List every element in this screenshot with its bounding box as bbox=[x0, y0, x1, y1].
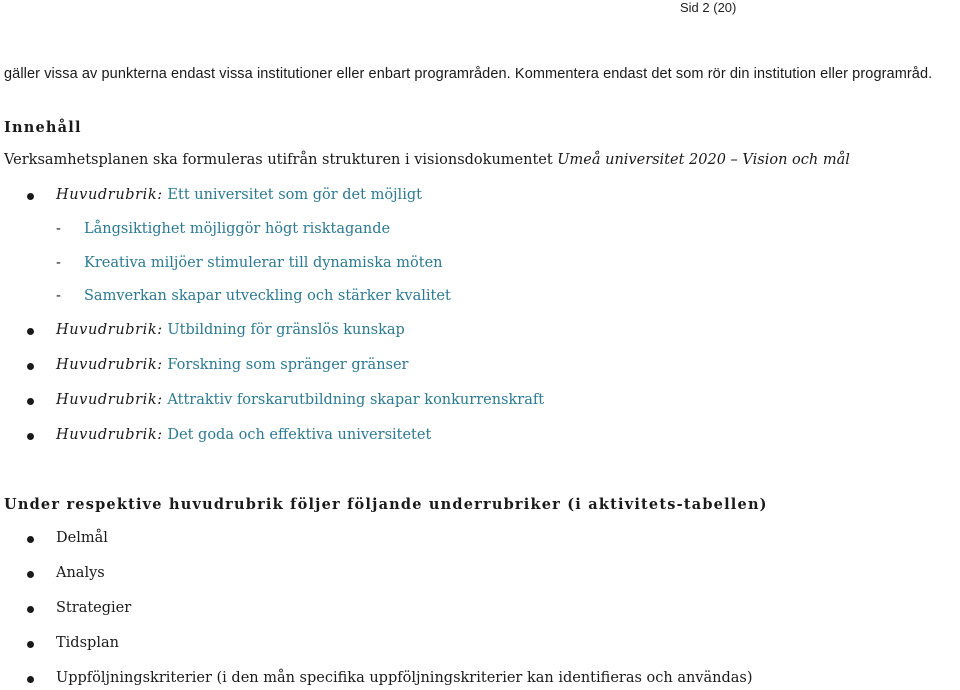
main-heading-title: Det goda och effektiva universitetet bbox=[162, 427, 432, 443]
main-heading-title: Utbildning för gränslös kunskap bbox=[162, 322, 405, 338]
bullet-icon bbox=[27, 571, 34, 578]
subheading-item: Uppföljningskriterier (i den mån specifika uppföljningskriterier kan identifieras och användas) bbox=[56, 670, 753, 686]
subheading-item: Analys bbox=[56, 565, 105, 581]
section-heading-underrubriker: Under respektive huvudrubrik följer följande underrubriker (i aktivitets-tabellen) bbox=[4, 496, 768, 513]
main-heading-item bbox=[56, 427, 431, 443]
structure-paragraph-text: Verksamhetsplanen ska formuleras utifrån strukturen i visionsdokumentet bbox=[4, 152, 558, 168]
main-heading-title: Forskning som spränger gränser bbox=[162, 357, 409, 373]
bullet-icon bbox=[27, 363, 34, 370]
bullet-icon bbox=[27, 433, 34, 440]
main-heading-prefix: Huvudrubrik: bbox=[56, 427, 163, 443]
structure-paragraph bbox=[4, 152, 850, 168]
bullet-icon bbox=[27, 536, 34, 543]
bullet-icon bbox=[27, 398, 34, 405]
dash-marker: - bbox=[56, 221, 61, 237]
bullet-icon bbox=[27, 606, 34, 613]
main-heading-prefix: Huvudrubrik: bbox=[56, 392, 163, 408]
sub-item: Långsiktighet möjliggör högt risktagande bbox=[84, 221, 391, 237]
main-heading-item bbox=[56, 392, 544, 408]
subheading-item: Strategier bbox=[56, 600, 132, 616]
sub-item: Samverkan skapar utveckling och stärker kvalitet bbox=[84, 288, 451, 304]
page-number: Sid 2 (20) bbox=[680, 0, 737, 15]
sub-item: Kreativa miljöer stimulerar till dynamiska möten bbox=[84, 255, 443, 271]
bullet-icon bbox=[27, 193, 34, 200]
main-heading-prefix: Huvudrubrik: bbox=[56, 187, 163, 203]
main-heading-prefix: Huvudrubrik: bbox=[56, 357, 163, 373]
subheading-item: Delmål bbox=[56, 530, 108, 546]
dash-marker: - bbox=[56, 255, 61, 271]
main-heading-title: Ett universitet som gör det möjligt bbox=[162, 187, 422, 203]
main-heading-item bbox=[56, 357, 409, 373]
section-heading-innehall: Innehåll bbox=[4, 119, 82, 136]
bullet-icon bbox=[27, 328, 34, 335]
main-heading-item bbox=[56, 187, 422, 203]
bullet-icon bbox=[27, 641, 34, 648]
vision-document-title: Umeå universitet 2020 – Vision och mål bbox=[557, 152, 850, 168]
main-heading-title: Attraktiv forskarutbildning skapar konkurrenskraft bbox=[162, 392, 545, 408]
bullet-icon bbox=[27, 676, 34, 683]
intro-paragraph: gäller vissa av punkterna endast vissa institutioner eller enbart programråden. Kommentera endast det som rör din institution eller programråd. bbox=[4, 66, 933, 82]
dash-marker: - bbox=[56, 288, 61, 304]
main-heading-prefix: Huvudrubrik: bbox=[56, 322, 163, 338]
subheading-item: Tidsplan bbox=[56, 635, 119, 651]
main-heading-item bbox=[56, 322, 405, 338]
